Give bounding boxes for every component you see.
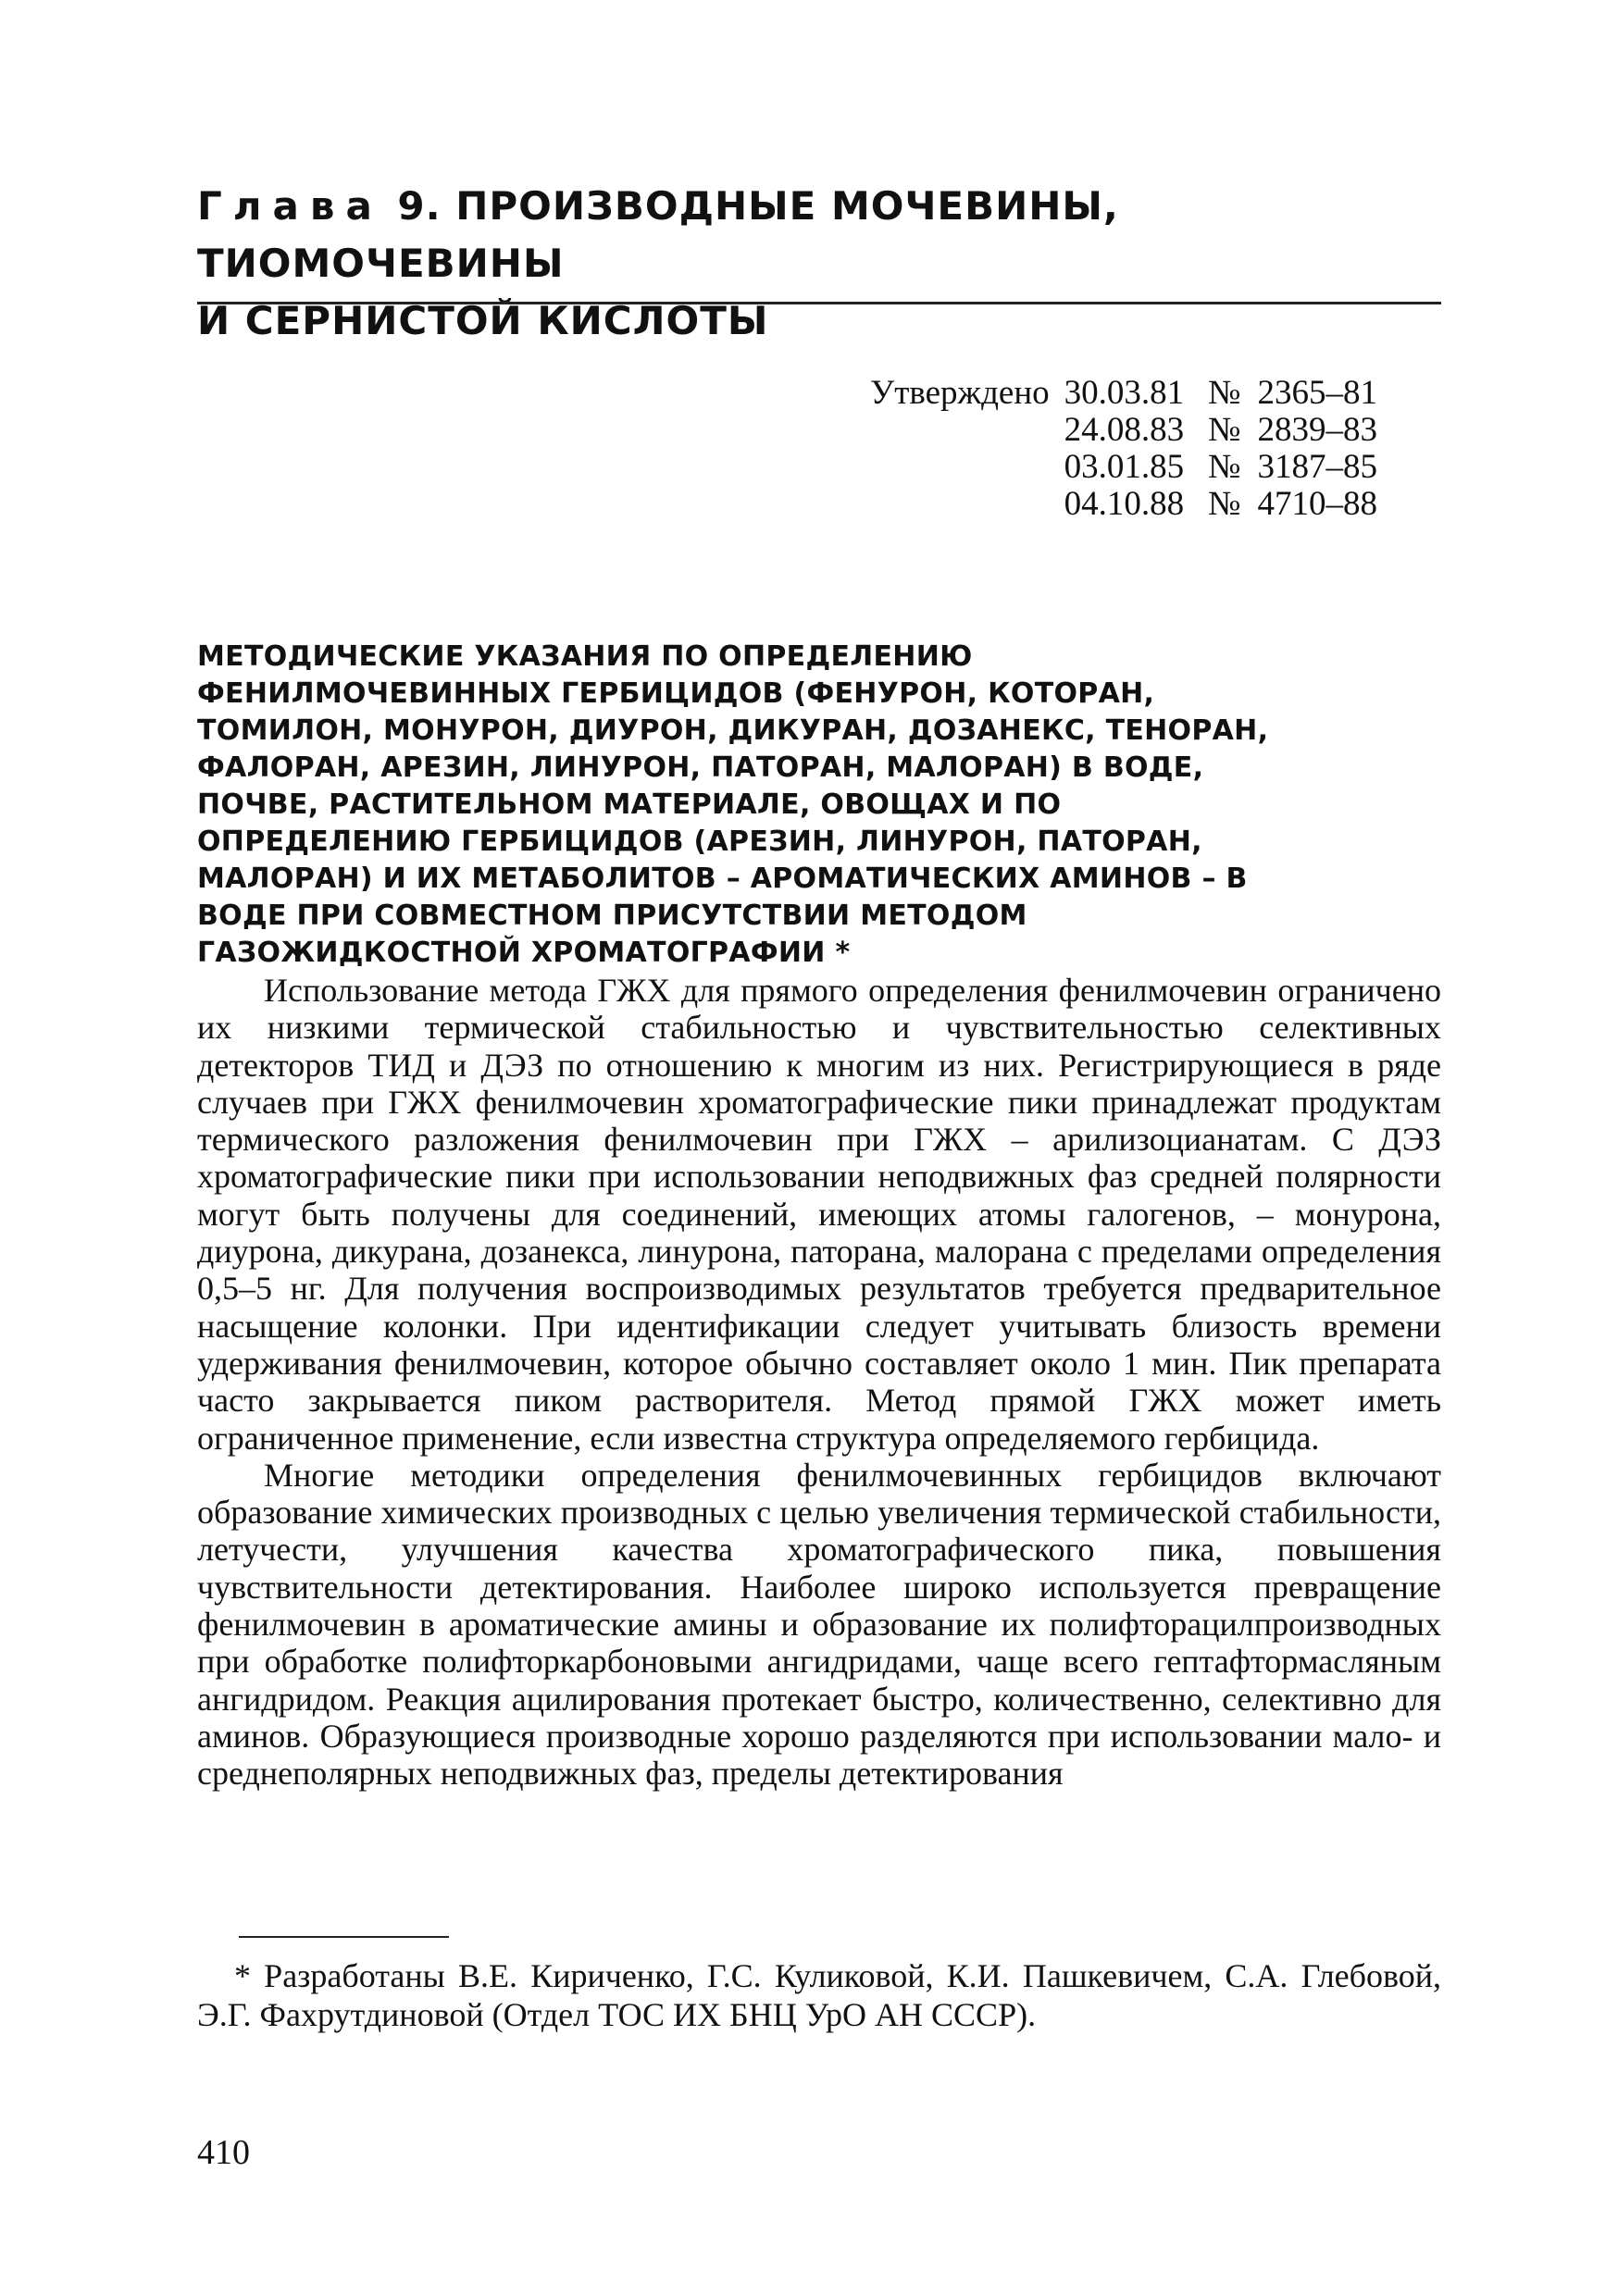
title-divider — [197, 302, 1441, 304]
chapter-title — [197, 178, 1447, 350]
approval-label: Утверждено — [870, 374, 1050, 412]
approval-block — [870, 375, 1377, 523]
approval-row — [870, 412, 1377, 449]
footnote-divider — [239, 1936, 449, 1938]
approval-date: 03.01.85 — [1064, 448, 1185, 486]
page-number: 410 — [197, 2133, 250, 2172]
chapter-title-line1: 9. ПРОИЗВОДНЫЕ МОЧЕВИНЫ, ТИОМОЧЕВИНЫ — [197, 183, 1119, 286]
approval-row — [870, 375, 1377, 412]
paragraph: Использование метода ГЖХ для прямого определения фенилмочевин ограничено их низкими термической стабильностью и чувствительностью селективных детекторов ТИД и ДЭЗ по отношению к многим из них. Регистрирующиеся в ряде случаев при ГЖХ фенилмочевин хроматографические пики принадлежат продуктам термического разложения фенилмочевин при ГЖХ – арилизоцианатам. С ДЭЗ хроматографические пики при использовании неподвижных фаз средней полярности могут быть получены для соединений, имеющих атомы галогенов, – монурона, диурона, дикурана, дозанекса, линурона, паторана, малорана с пределами определения 0,5–5 нг. Для получения воспроизводимых результатов требуется предварительное насыщение колонки. При идентификации следует учитывать близость времени удерживания фенилмочевин, которое обычно составляет около 1 мин. Пик препарата часто закрывается пиком растворителя. Метод прямой ГЖХ может иметь ограниченное применение, если известна структура определяемого гербицида. — [197, 972, 1441, 1457]
chapter-title-line2: И СЕРНИСТОЙ КИСЛОТЫ — [197, 298, 769, 343]
approval-number-sign: № — [1208, 485, 1241, 523]
footnote: * Разработаны В.Е. Кириченко, Г.С. Куликовой, К.И. Пашкевичем, С.А. Глебовой, Э.Г. Фахрутдиновой (Отдел ТОС ИХ БНЦ УрО АН СССР). — [197, 1957, 1441, 2033]
chapter-label: Глава — [197, 183, 383, 229]
body-text — [197, 972, 1441, 1793]
approval-row — [870, 449, 1377, 486]
guideline-title: МЕТОДИЧЕСКИЕ УКАЗАНИЯ ПО ОПРЕДЕЛЕНИЮ ФЕНИЛМОЧЕВИННЫХ ГЕРБИЦИДОВ (ФЕНУРОН, КОТОРАН, ТОМИЛОН, МОНУРОН, ДИУРОН, ДИКУРАН, ДОЗАНЕКС, ТЕНОРАН, ФАЛОРАН, АРЕЗИН, ЛИНУРОН, ПАТОРАН, МАЛОРАН) В ВОДЕ, ПОЧВЕ, РАСТИТЕЛЬНОМ МАТЕРИАЛЕ, ОВОЩАХ И ПО ОПРЕДЕЛЕНИЮ ГЕРБИЦИДОВ (АРЕЗИН, ЛИНУРОН, ПАТОРАН, МАЛОРАН) И ИХ МЕТАБОЛИТОВ – АРОМАТИЧЕСКИХ АМИНОВ – В ВОДЕ ПРИ СОВМЕСТНОМ ПРИСУТСТВИИ МЕТОДОМ ГАЗОЖИДКОСТНОЙ ХРОМАТОГРАФИИ * — [197, 640, 1269, 969]
approval-date: 24.08.83 — [1064, 411, 1185, 449]
approval-number: 4710–88 — [1257, 485, 1377, 523]
approval-number: 2365–81 — [1257, 374, 1377, 412]
approval-number-sign: № — [1208, 374, 1241, 412]
paragraph: Многие методики определения фенилмочевинных гербицидов включают образование химических производных с целью увеличения термической стабильности, летучести, улучшения качества хроматографического пика, повышения чувствительности детектирования. Наиболее широко используется превращение фенилмочевин в ароматические амины и образование их полифторацилпроизводных при обработке полифторкарбоновыми ангидридами, чаще всего гептафтормасляным ангидридом. Реакция ацилирования протекает быстро, количественно, селективно для аминов. Образующиеся производные хорошо разделяются при использовании мало- и среднеполярных неподвижных фаз, пределы детектирования — [197, 1456, 1441, 1793]
approval-number-sign: № — [1208, 411, 1241, 449]
approval-row — [870, 486, 1377, 523]
approval-date: 04.10.88 — [1064, 485, 1185, 523]
approval-number: 2839–83 — [1257, 411, 1377, 449]
approval-number-sign: № — [1208, 448, 1241, 486]
approval-number: 3187–85 — [1257, 448, 1377, 486]
approval-date: 30.03.81 — [1064, 374, 1185, 412]
